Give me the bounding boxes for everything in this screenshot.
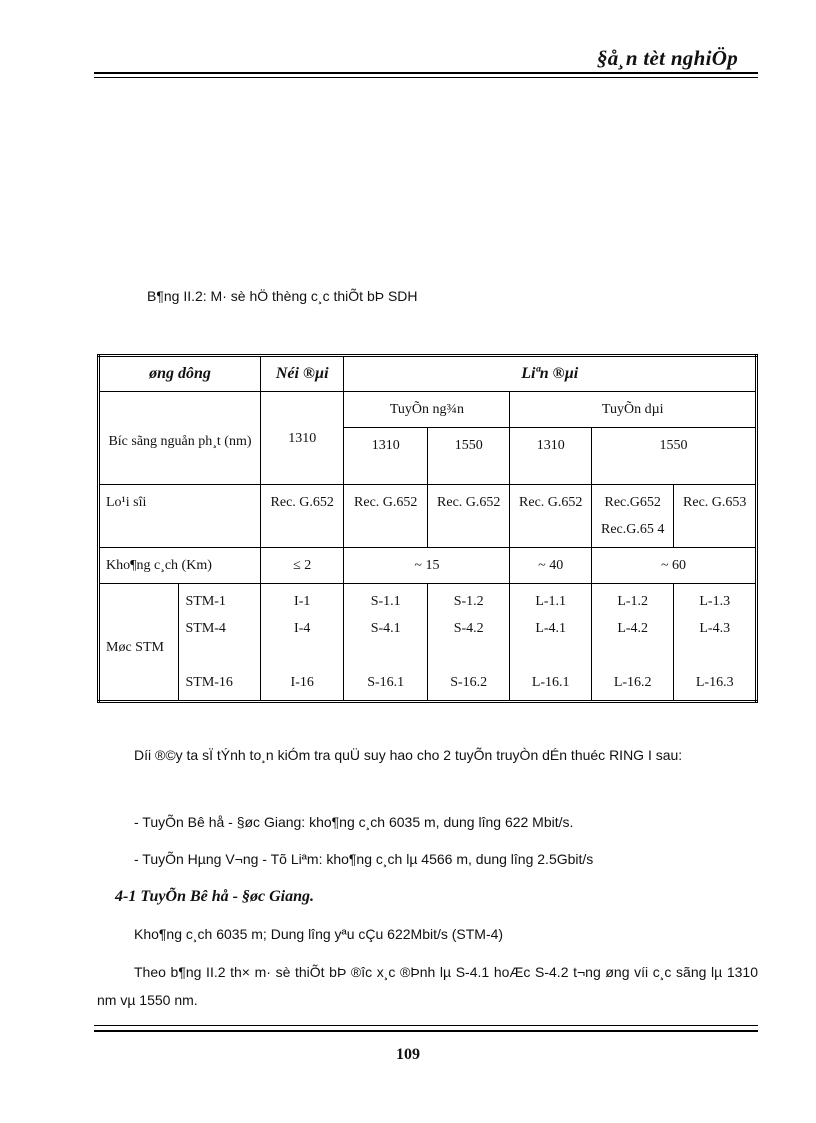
- paragraph-distance: Kho¶ng c¸ch 6035 m; Dung lîng yªu cÇu 622Mbit/s (STM-4): [134, 926, 504, 942]
- header-inter-office: Liªn ®µi: [344, 356, 757, 392]
- distance-intra: ≤ 2: [260, 548, 344, 584]
- code-spacer: [264, 642, 341, 669]
- footer-rule-thick: [94, 1030, 758, 1032]
- fiber-type-cell: Rec.G652 Rec.G.65 4: [591, 485, 674, 548]
- fiber-type-cell: Rec. G.652: [427, 485, 510, 548]
- fiber-type-label: Lo¹i sîi: [99, 485, 261, 548]
- code-cell: I-4: [294, 621, 311, 636]
- code-cell: L-1.3: [699, 594, 731, 609]
- code-cell: L-4.3: [699, 621, 731, 636]
- code-cell: L-1.1: [535, 594, 567, 609]
- page-number: 109: [396, 1046, 420, 1063]
- distance-label: Kho¶ng c¸ch (Km): [99, 548, 261, 584]
- document-header-title: §å¸n tèt nghiÖp: [596, 46, 738, 70]
- wavelength-short-2: 1550: [427, 428, 510, 485]
- stm-level: STM-4: [185, 621, 226, 636]
- wavelength-short-1: 1310: [344, 428, 428, 485]
- long-route-label: TuyÕn dµi: [510, 392, 757, 428]
- code-column: [260, 584, 344, 702]
- section-heading: 4-1 TuyÕn Bê hå - §øc Giang.: [115, 888, 314, 905]
- paragraph-route-1: - TuyÕn Bê hå - §øc Giang: kho¶ng c¸ch 6035 m, dung lîng 622 Mbit/s.: [134, 814, 574, 830]
- wavelength-label: Bíc sãng nguån ph¸t (nm): [99, 392, 261, 485]
- code-column: [510, 584, 591, 702]
- table-caption: B¶ng II.2: M· sè hÖ thèng c¸c thiÕt bÞ SDH: [147, 288, 418, 304]
- header-application: øng dông: [99, 356, 261, 392]
- fiber-type-cell: Rec. G.653: [674, 485, 757, 548]
- distance-long-2: ~ 60: [591, 548, 756, 584]
- code-cell: I-1: [294, 594, 311, 609]
- code-column: [427, 584, 510, 702]
- code-column: [591, 584, 674, 702]
- code-cell: S-1.1: [370, 594, 401, 609]
- header-rule-thin: [94, 77, 758, 78]
- code-cell: L-16.2: [613, 675, 652, 690]
- header-rule-thick: [94, 72, 758, 74]
- distance-long-1: ~ 40: [510, 548, 591, 584]
- paragraph-conclusion: Theo b¶ng II.2 th× m· sè thiÕt bÞ ®îc x¸c ®Þnh lµ S-4.1 hoÆc S-4.2 t¬ng øng víi c¸c sãng lµ 1310 nm vµ 1550 nm.: [97, 964, 758, 1008]
- wavelength-long-1: 1310: [510, 428, 591, 485]
- fiber-type-cell: Rec. G.652: [344, 485, 428, 548]
- short-route-label: TuyÕn ng¾n: [344, 392, 510, 428]
- code-cell: L-1.2: [617, 594, 649, 609]
- code-spacer: [677, 642, 752, 669]
- paragraph-route-2: - TuyÕn Hµng V¬ng - Tõ Liªm: kho¶ng c¸ch lµ 4566 m, dung lîng 2.5Gbit/s: [134, 851, 594, 867]
- code-cell: L-4.2: [617, 621, 649, 636]
- code-cell: L-16.1: [531, 675, 570, 690]
- code-cell: S-1.2: [453, 594, 484, 609]
- code-cell: L-4.1: [535, 621, 567, 636]
- code-cell: S-16.2: [450, 675, 488, 690]
- footer-rule-thin: [94, 1025, 758, 1026]
- distance-short: ~ 15: [344, 548, 510, 584]
- code-spacer: [595, 642, 671, 669]
- sdh-equipment-code-table: [97, 354, 758, 703]
- wavelength-intra: 1310: [260, 392, 344, 485]
- code-spacer: [513, 642, 587, 669]
- code-cell: L-16.3: [695, 675, 734, 690]
- paragraph-intro: Díi ®©y ta sÏ tÝnh to¸n kiÓm tra quÜ suy hao cho 2 tuyÕn truyÒn dÉn thuéc RING I sau:: [134, 747, 683, 763]
- code-spacer: [347, 642, 424, 669]
- stm-level: STM-1: [185, 594, 226, 609]
- fiber-type-cell: Rec. G.652: [510, 485, 591, 548]
- code-cell: S-16.1: [367, 675, 405, 690]
- stm-level: STM-16: [185, 675, 233, 690]
- header-intra-office: Néi ®µi: [260, 356, 344, 392]
- wavelength-long-2: 1550: [591, 428, 756, 485]
- stm-level-list: [179, 584, 260, 702]
- stm-spacer: [185, 642, 256, 669]
- code-cell: I-16: [290, 675, 314, 690]
- code-cell: S-4.2: [453, 621, 484, 636]
- code-column: [674, 584, 757, 702]
- stm-level-label: Møc STM: [99, 584, 179, 702]
- fiber-type-cell: Rec. G.652: [260, 485, 344, 548]
- code-cell: S-4.1: [370, 621, 401, 636]
- code-column: [344, 584, 428, 702]
- code-spacer: [431, 642, 507, 669]
